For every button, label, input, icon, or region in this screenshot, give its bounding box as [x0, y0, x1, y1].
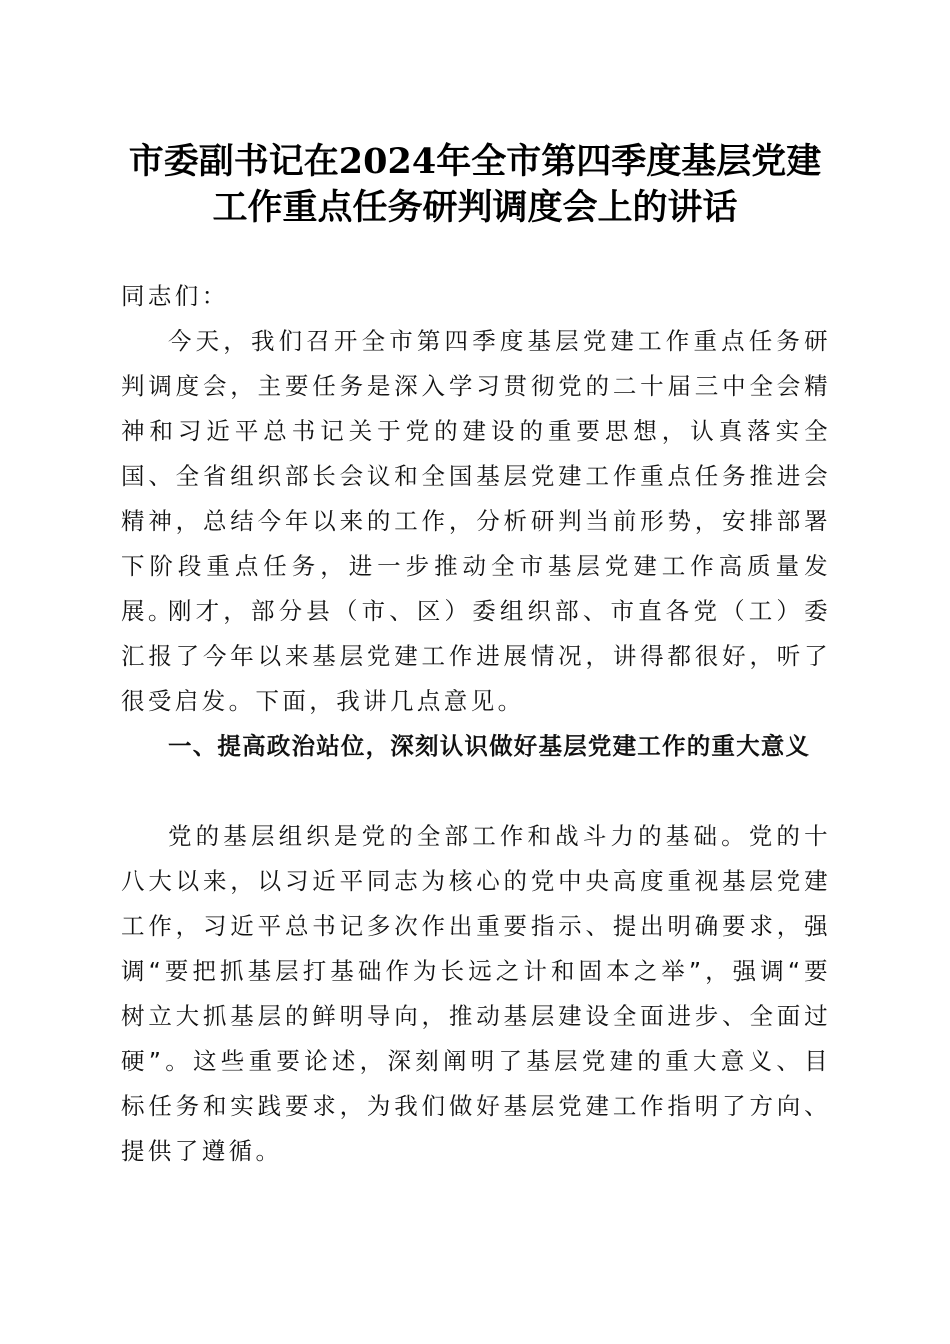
salutation: 同志们：: [121, 282, 229, 310]
paragraph-1: 今天，我们召开全市第四季度基层党建工作重点任务研判调度会，主要任务是深入学习贯彻党的二十届三中全会精神和习近平总书记关于党的建设的重要思想，认真落实全国、全省组织部长会议和全国基层党建工作重点任务推进会精神，总结今年以来的工作，分析研判当前形势，安排部署下阶段重点任务，进一步推动全市基层党建工作高质量发展。: [121, 327, 831, 625]
section-heading-1: 一、提高政治站位，深刻认识做好基层党建工作的重大意义: [168, 732, 811, 760]
document-title-line-1: 市委副书记在2024年全市第四季度基层党建: [128, 141, 822, 182]
document-title-line-2: 工作重点任务研判调度会上的讲话: [212, 187, 738, 228]
paragraph-2: 刚才，部分县（市、区）委组织部、市直各党（工）委汇报了今年以来基层党建工作进展情况，讲得都很好，听了很受启发。下面，我讲几点意见。: [121, 597, 831, 715]
paragraph-3: 党的基层组织是党的全部工作和战斗力的基础。党的十八大以来，以习近平同志为核心的党中央高度重视基层党建工作，习近平总书记多次作出重要指示、提出明确要求，强调“要把抓基层打基础作为长远之计和固本之举”，强调“要树立大抓基层的鲜明导向，推动基层建设全面进步、全面过硬”。这些重要论述，深刻阐明了基层党建的重大意义、目标任务和实践要求，为我们做好基层党建工作指明了方向、提供了遵循。: [121, 822, 831, 1165]
